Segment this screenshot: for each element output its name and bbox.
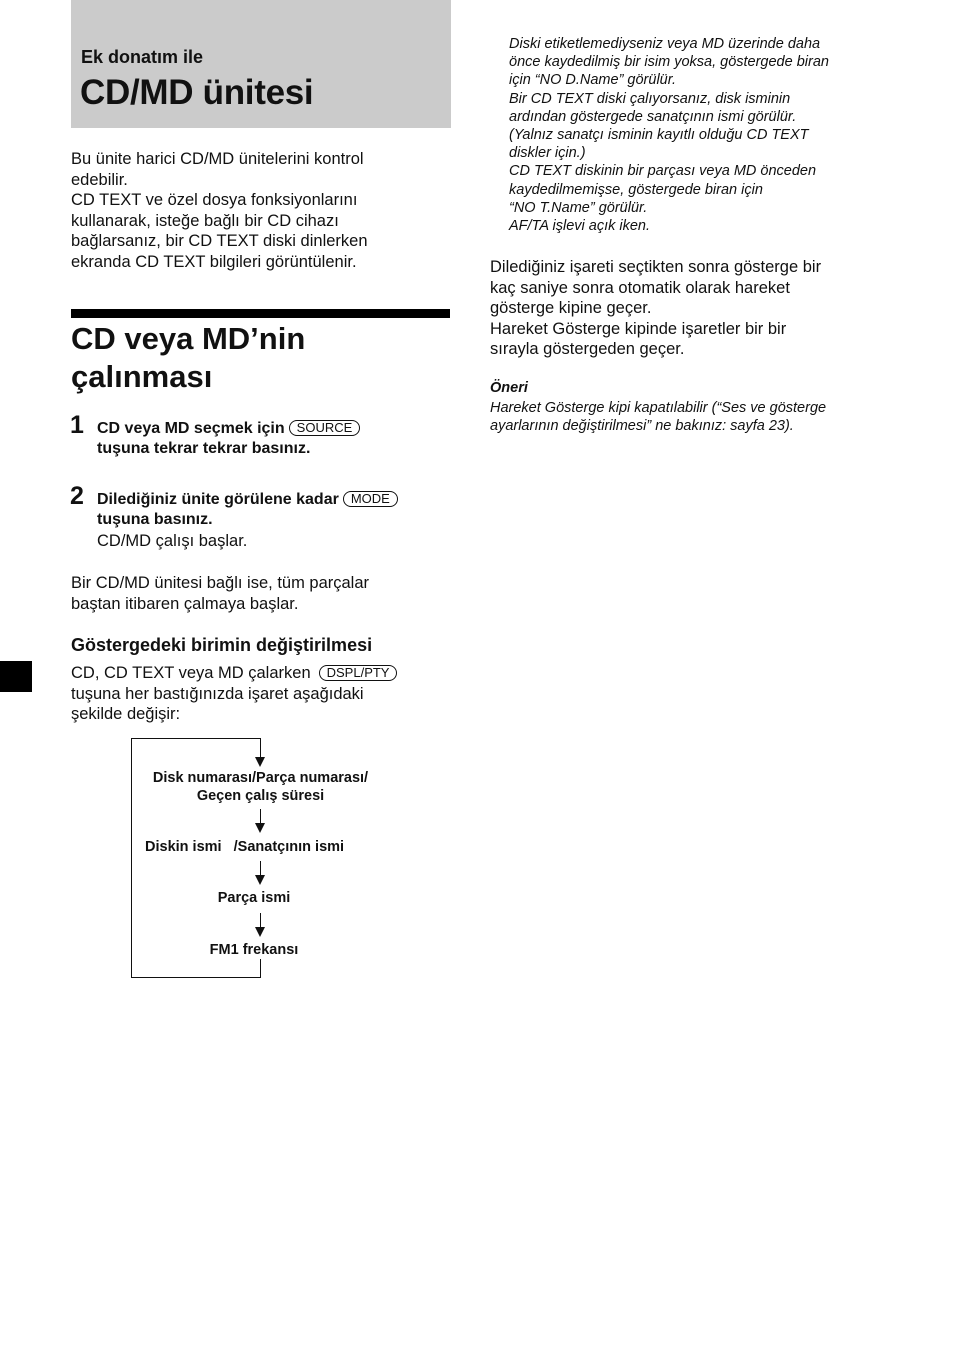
flow-connector [260,959,261,978]
step-2-instruction-line2: tuşuna basınız. [97,511,213,528]
step-2-text [97,490,398,530]
section-title [71,320,305,396]
header-subtitle: Ek donatım ile [81,47,204,67]
arrow-down-icon [255,757,265,767]
right-para-line: gösterge kipine geçer. [490,299,652,317]
right-para-line: kaç saniye sonra otomatik olarak hareket [490,278,790,297]
flow-frame-bottom [131,977,261,978]
flow-item-3: Parça ismi [217,890,291,906]
chapter-tab-marker [0,661,32,692]
note-line: “NO T.Name” görülür. [509,199,648,216]
arrow-down-icon [255,875,265,885]
flow-connector [260,809,261,824]
tip-line: Hareket Gösterge kipi kapatılabilir (“Ses ve gösterge [490,400,827,416]
step-1-number: 1 [70,411,84,439]
flow-item-1-line2: Geçen çalış süresi [196,788,325,804]
after-steps-line: baştan itibaren çalmaya başlar. [71,594,299,613]
after-steps-paragraph [71,573,369,614]
subsection-heading: Göstergedeki birimin değiştirilmesi [71,635,373,655]
section-title-line: CD veya MD’nin [71,321,306,356]
section-header-box [71,0,451,128]
flow-item-2 [145,838,344,856]
note-line: (Yalnız sanatçı isminin kayıtlı olduğu CD TEXT [509,127,809,144]
step-2-number: 2 [70,482,84,510]
italic-notes [509,35,829,235]
intro-line: kullanarak, isteğe bağlı bir CD cihazı [71,211,339,230]
note-line: Bir CD TEXT diski çalıyorsanız, disk isminin [509,90,791,107]
right-para-line: sırayla göstergeden geçer. [490,340,685,358]
flow-item-1 [131,769,390,805]
flow-item-2-part1: Diskin ismi [145,839,222,855]
note-line: diskler için.) [509,145,586,162]
flow-item-2-part2: /Sanatçının ismi [233,839,345,855]
note-line: Diski etiketlemediyseniz veya MD üzerinde daha [509,36,821,52]
tip-line: ayarlarının değiştirilmesi” ne bakınız: sayfa 23). [490,418,794,434]
right-para-line: Dilediğiniz işareti seçtikten sonra gösterge bir [490,258,822,276]
flow-item-4: FM1 frekansı [209,942,299,958]
display-change-line1: CD, CD TEXT veya MD çalarken [71,664,311,682]
display-change-line2: tuşuna her bastığınızda işaret aşağıdaki [71,684,364,703]
step-1-text [97,419,360,459]
note-line: için “NO D.Name” görülür. [509,72,677,89]
after-steps-line: Bir CD/MD ünitesi bağlı ise, tüm parçalar [71,574,370,592]
flow-item-1-line1: Disk numarası/Parça numarası/ [152,770,369,786]
flow-connector [260,913,261,928]
tip-title: Öneri [490,380,528,396]
flow-connector [260,738,261,758]
note-line: AF/TA işlevi açık iken. [509,218,651,235]
right-para-line: Hareket Gösterge kipinde işaretler bir bir [490,319,787,338]
intro-line: bağlarsanız, bir CD TEXT diski dinlerken [71,232,368,250]
intro-line: CD TEXT ve özel dosya fonksiyonlarını [71,191,358,209]
tip-body [490,399,826,435]
intro-line: Bu ünite harici CD/MD ünitelerini kontrol [71,150,364,168]
right-paragraph [490,257,821,360]
page-title: CD/MD ünitesi [80,73,314,112]
arrow-down-icon [255,927,265,937]
step-2-instruction: Dilediğiniz ünite görülene kadar [97,491,339,508]
display-change-line3: şekilde değişir: [71,705,181,723]
note-line: CD TEXT diskinin bir parçası veya MD önceden [509,163,817,180]
section-divider [71,309,450,318]
note-line: ardından göstergede sanatçının ismi görülür. [509,108,797,125]
step-2-note: CD/MD çalışı başlar. [97,532,248,550]
dspl-pty-key: DSPL/PTY [319,665,398,681]
intro-line: ekranda CD TEXT bilgileri görüntülenir. [71,252,357,271]
mode-key: MODE [343,491,398,507]
intro-paragraph [71,149,368,272]
source-key: SOURCE [289,420,361,436]
flow-frame-top [131,738,261,739]
note-line: kaydedilmemişse, göstergede biran için [509,181,763,198]
flow-connector [260,861,261,876]
section-title-line: çalınması [71,359,213,394]
display-change-paragraph [71,663,397,725]
step-1-instruction-line2: tuşuna tekrar tekrar basınız. [97,440,311,457]
arrow-down-icon [255,823,265,833]
intro-line: edebilir. [71,170,128,189]
step-1-instruction: CD veya MD seçmek için [97,420,285,437]
note-line: önce kaydedilmiş bir isim yoksa, göstergede biran [509,54,829,71]
